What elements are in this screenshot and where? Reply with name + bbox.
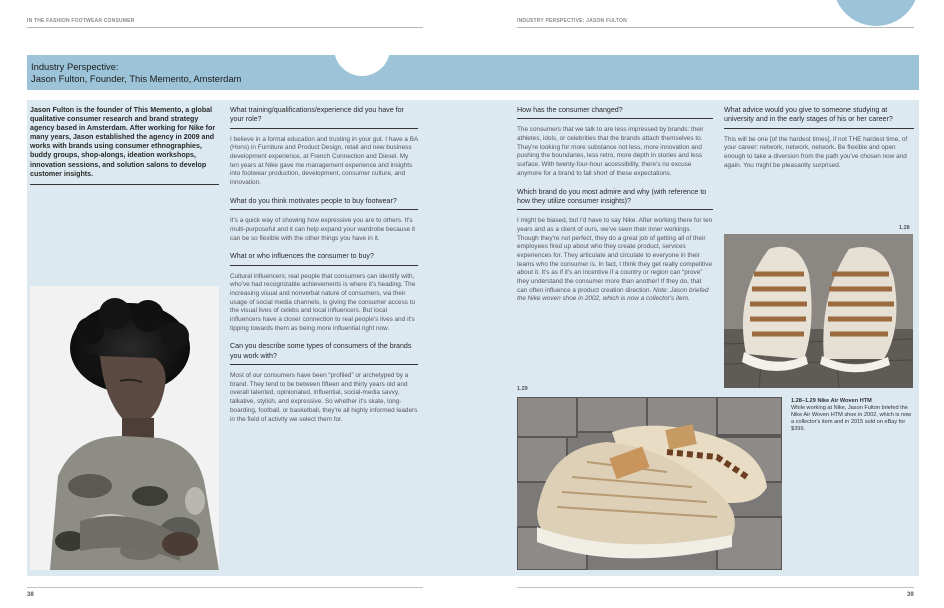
- running-head-right: INDUSTRY PERSPECTIVE: JASON FULTON: [517, 18, 627, 24]
- qa-block: [230, 197, 418, 243]
- question-heading: What training/qualifications/experience did you have for your role?: [230, 106, 418, 129]
- question-heading: What or who influences the consumer to buy?: [230, 252, 418, 265]
- figure-label-1-28: 1.28: [899, 225, 910, 231]
- intro-column: [30, 106, 219, 185]
- top-rule-right: [517, 27, 914, 28]
- answer-body: I might be biased, but I'd have to say Nike. After working there for ten years and as a client of ours, we've seen their inner workings. Though they're not perfect, they do a great job of getting all of their employees fired up about who they create product, services experiences for. They articulate and circulate to everyone in their teams who the consumer is. In fact, I think they get really competitive about it. It's as if it's an incentive if a country or region can “prove” they understand the consumer more than another! If they do, that can often influence a product creation direction.: [517, 217, 713, 294]
- qa-block: [230, 106, 418, 188]
- qa-block: [517, 106, 713, 179]
- figure-label-1-29: 1.29: [517, 386, 528, 392]
- running-head-left: IN THE FASHION FOOTWEAR CONSUMER: [27, 18, 135, 24]
- question-heading: What do you think motivates people to buy footwear?: [230, 197, 418, 210]
- page-number-left: 38: [27, 592, 34, 598]
- question-heading: Which brand do you most admire and why (with reference to how they utilize consumer insights)?: [517, 188, 713, 211]
- figure-caption: [791, 398, 915, 433]
- qa-column-3: [517, 106, 713, 304]
- caption-text: While working at Nike, Jason Fulton briefed the Nike Air Woven HTM shoe in 2002, which is now a collector's item and in 2015 sold on eBay for $399.: [791, 405, 912, 432]
- question-heading: What advice would you give to someone studying at university and in the early stages of his or her career?: [724, 106, 914, 129]
- answer-text: Most of our consumers have been “profiled” or archetyped by a brand. They tend to be between fifteen and thirty years old and overall talented, opinionated, influential, social-media savvy, talkative, stylish, and expressive. So whether it's skate, long-boarding, football, or basketball, they're all highly informed leaders in the field of activity we select them for.: [230, 372, 418, 423]
- answer-note: Note: Jason briefed the Nike woven shoe in 2002, which is now a collector's item.: [517, 286, 709, 303]
- page-number-right: 39: [907, 592, 914, 598]
- shoes-side-illustration: [517, 397, 782, 570]
- qa-block: [230, 342, 418, 424]
- answer-text: I believe in a formal education and trusting in your gut. I have a BA (Hons) in Furniture and Product Design, retail and new business development experience, at French Connection and Diesel. My ten years at Nike gave me management experience and insights into footwear production, development, consumer culture, and innovation.: [230, 135, 418, 187]
- portrait-illustration: [30, 286, 219, 570]
- photo-shoes-side: [517, 397, 782, 570]
- title-banner: [27, 55, 919, 90]
- answer-text: Cultural influencers; real people that consumers can identify with, who've had recognizable achievements is where it's heading. The increasing visual and nonverbal nature of consumers, via their usage of social media channels, is giving the consumer access to the visual lives of celebs and local influencers. But local influencers have a closer connection to real people's lives and it's tipping towards them as being more influential right now.: [230, 272, 416, 332]
- qa-column-2: [230, 106, 418, 424]
- banner-title-line1: Industry Perspective:: [31, 61, 119, 72]
- top-rule-left: [27, 27, 423, 28]
- answer-text: This will be one [of the hardest times], if not THE hardest time, of your career: network, network, network. Be flexible and open enough to take a diversion from the path you've chosen now and again. You might be pleasantly surprised.: [724, 135, 908, 169]
- answer-text: The consumers that we talk to are less impressed by brands: their athletes, idols, or celebrities that the brands attach themselves to. They're looking for more substance not less, more innovation and pushing the boundaries, less retro, more depth in stories and less surface. With twenty-four-hour accessibility, there's no excuse anymore for a brand to fall short of these expectations.: [517, 126, 704, 177]
- bottom-rule-left: [27, 587, 423, 588]
- qa-column-4: [724, 106, 914, 170]
- bottom-rule-right: [517, 587, 914, 588]
- qa-block: [724, 106, 914, 170]
- qa-block: [517, 188, 713, 305]
- caption-title: 1.28–1.29 Nike Air Woven HTM: [791, 398, 872, 404]
- qa-block: [230, 252, 418, 333]
- portrait-photo: [30, 286, 219, 570]
- answer-text: [517, 217, 713, 304]
- decor-circle-top-right: [833, 0, 919, 26]
- photo-shoes-rear: [724, 234, 913, 388]
- intro-text: Jason Fulton is the founder of This Memento, a global qualitative consumer research and brand strategy agency based in Amsterdam. After working for Nike for many years, Jason established the agency in 2009 and works with brands using consumer ethnographies, buddy groups, shop-alongs, ideation workshops, innovation sessions, and solution salons to develop customer insights.: [30, 106, 219, 185]
- question-heading: How has the consumer changed?: [517, 106, 713, 119]
- shoes-rear-illustration: [724, 234, 913, 388]
- answer-text: It's a quick way of showing how expressive you are to others. It's multi-purposeful and it can help expand your wardrobe because it can be so flexible with the other things you have in it.: [230, 217, 416, 242]
- question-heading: Can you describe some types of consumers of the brands you work with?: [230, 342, 418, 365]
- banner-title-line2: Jason Fulton, Founder, This Memento, Amsterdam: [31, 72, 242, 84]
